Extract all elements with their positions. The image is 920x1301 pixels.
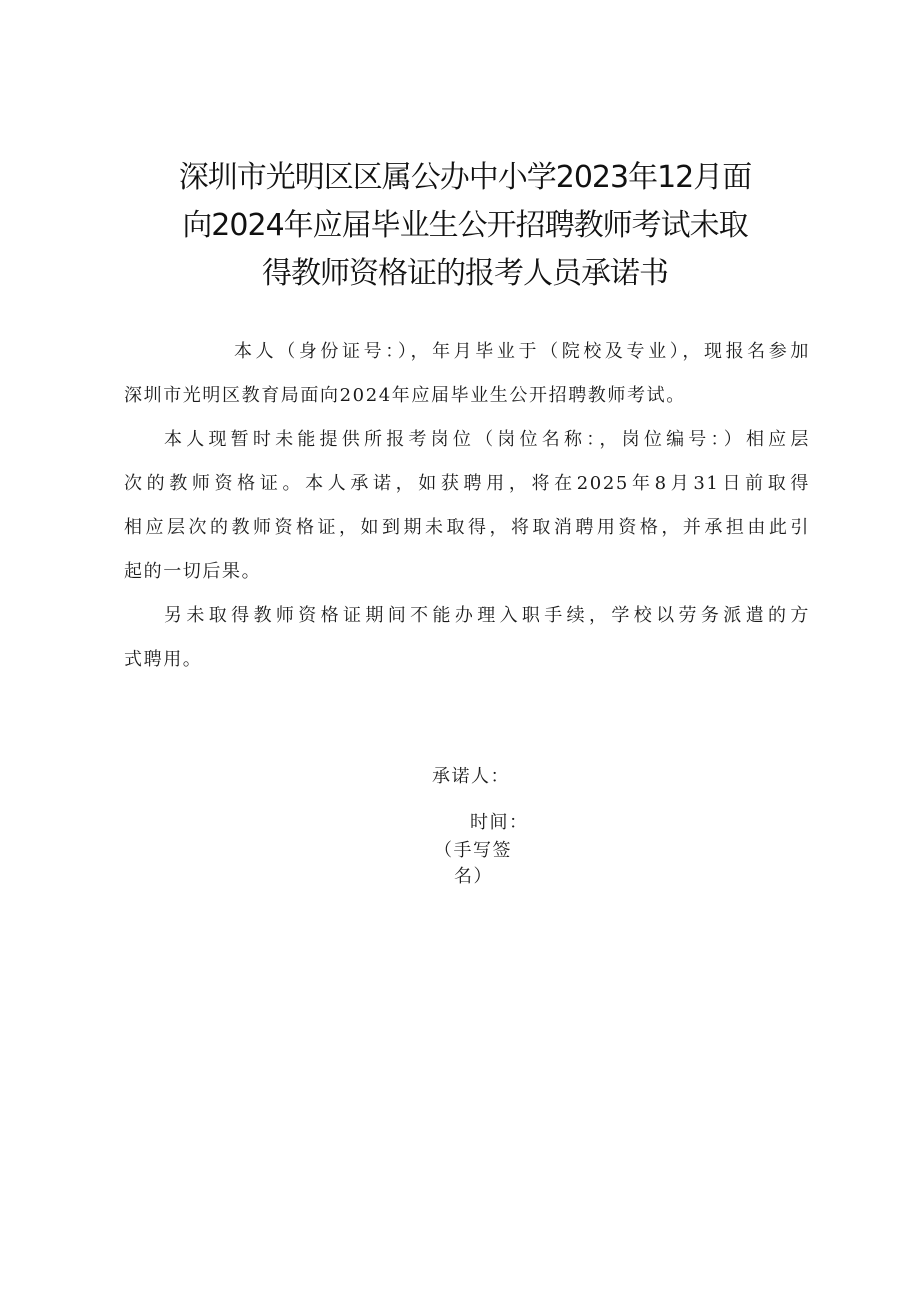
- time-label: 时间：: [470, 812, 529, 833]
- paragraph-3-line-2: 式聘用。: [124, 649, 203, 670]
- paragraph-2-line-3: 相应层次的教师资格证，如到期未取得，将取消聘用资格，并承担由此引: [124, 517, 810, 538]
- title-line-3: 得教师资格证的报考人员承诺书: [262, 256, 668, 291]
- paragraph-1: [124, 330, 810, 418]
- paragraph-1-line-2: 深圳市光明区教育局面向2024年应届毕业生公开招聘教师考试。: [124, 385, 686, 406]
- paragraph-3: [124, 594, 810, 682]
- paragraph-2: [124, 418, 810, 594]
- paragraph-2-line-4: 起的一切后果。: [124, 561, 262, 582]
- title-line-2: 向2024年应届毕业生公开招聘教师考试未取: [182, 208, 748, 243]
- paragraph-1-line-1: 本人（身份证号：），年月毕业于（院校及专业），现报名参加: [234, 341, 810, 362]
- document-body: [124, 330, 810, 682]
- handwrite-note-line-2: 名）: [454, 866, 493, 887]
- paragraph-2-line-2: 次的教师资格证。本人承诺，如获聘用，将在2025年8月31日前取得: [124, 473, 810, 494]
- handwrite-note-line-1: （手写签: [434, 840, 512, 861]
- promiser-label: 承诺人：: [432, 766, 510, 787]
- paragraph-3-line-1: 另未取得教师资格证期间不能办理入职手续，学校以劳务派遣的方: [164, 605, 810, 626]
- document-title: [120, 154, 810, 298]
- title-line-1: 深圳市光明区区属公办中小学2023年12月面: [178, 160, 752, 195]
- paragraph-2-line-1: 本人现暂时未能提供所报考岗位（岗位名称：，岗位编号：）相应层: [164, 429, 810, 450]
